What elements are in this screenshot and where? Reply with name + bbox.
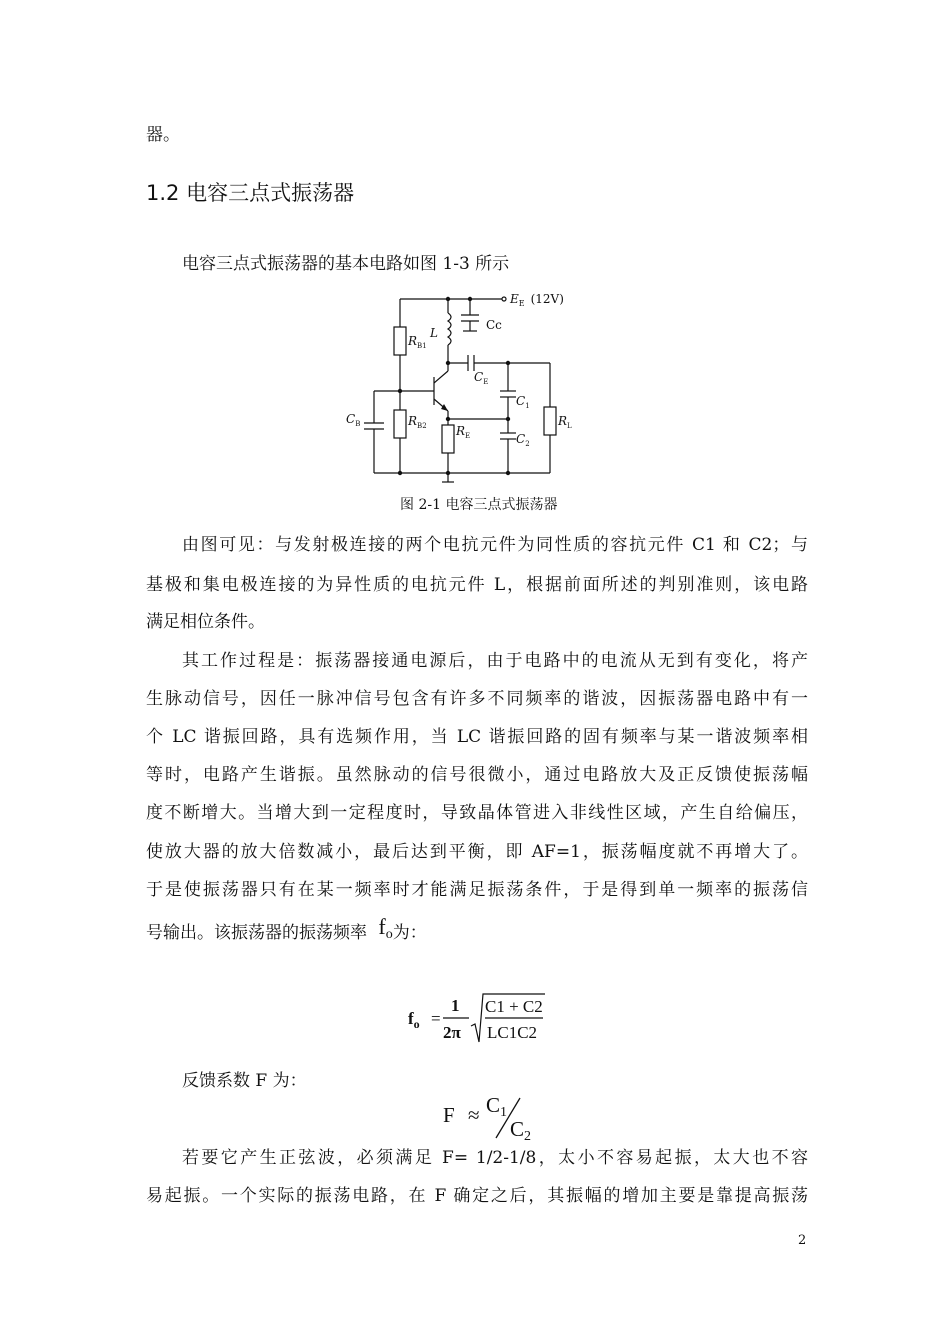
para2-line-3: 个 LC 谐振回路，具有选频作用，当 LC 谐振回路的固有频率与某一谐波频率相 [146,727,808,747]
svg-text:C1 + C2: C1 + C2 [485,997,543,1016]
svg-text:2π: 2π [443,1023,461,1042]
ce-label: $C_E$ [474,370,489,386]
para1-line-1: 由图可见：与发射极连接的两个电抗元件为同性质的容抗元件 C1 和 C2；与 [182,535,808,555]
top-fragment: 器。 [146,125,180,145]
page-number: 2 [798,1233,807,1248]
figure-caption: 图 2-1 电容三点式振荡器 [400,497,558,513]
svg-text:C1: C1 [486,1093,508,1120]
re-label: $R_E$ [456,424,471,440]
cb-label: $C_B$ [346,412,361,428]
intro-line: 电容三点式振荡器的基本电路如图 1-3 所示 [182,254,510,274]
svg-text:1: 1 [451,996,460,1015]
svg-text:C2: C2 [510,1117,532,1142]
circuit-diagram [330,285,600,490]
para2-line-8-end: 为： [392,923,427,943]
section-heading: 1.2 电容三点式振荡器 [146,181,355,205]
svg-text:fo: $f_o$ [408,1009,420,1031]
c2-label: $C_2$ [516,432,530,448]
svg-text:=: = [431,1009,441,1028]
frequency-equation [405,988,555,1048]
para2-line-1: 其工作过程是：振荡器接通电源后，由于电路中的电流从无到有变化，将产 [182,651,808,671]
rb1-label: $R_{B1}$ [408,334,427,350]
para2-line-7: 于是使振荡器只有在某一频率时才能满足振荡条件，于是得到单一频率的振荡信 [146,880,808,900]
para2-line-5: 度不断增大。当增大到一定程度时，导致晶体管进入非线性区域，产生自给偏压， [146,803,808,823]
para3-line-2: 易起振。一个实际的振荡电路，在 F 确定之后，其振幅的增加主要是靠提高振荡 [146,1186,808,1206]
supply-label: $E_E$ (12V) [510,292,564,308]
para2-line-8-text: 号输出。该振荡器的振荡频率 [146,923,367,943]
l-label: L [430,326,438,340]
rl-label: $R_L$ [558,414,572,430]
para2-line-8 [146,914,808,943]
svg-text:F: F [443,1103,455,1127]
para1-line-2: 基极和集电极连接的为异性质的电抗元件 L，根据前面所述的判别准则，该电路 [146,575,808,595]
para3-line-1: 若要它产生正弦波，必须满足 F= 1/2-1/8，太小不容易起振，太大也不容 [182,1148,808,1168]
para2-line-2: 生脉动信号，因任一脉冲信号包含有许多不同频率的谐波，因振荡器电路中有一 [146,689,808,709]
cc-label: Cc [486,318,502,332]
svg-text:≈: ≈ [468,1103,480,1127]
freq-symbol: f [378,914,386,939]
freq-symbol-sub: o [385,927,393,942]
feedback-line: 反馈系数 F 为： [182,1071,307,1091]
feedback-equation [440,1090,550,1142]
rb2-label: $R_{B2}$ [408,414,427,430]
svg-text:LC1C2: LC1C2 [487,1023,538,1042]
para1-line-3: 满足相位条件。 [146,612,265,632]
c1-label: $C_1$ [516,394,530,410]
para2-line-4: 等时，电路产生谐振。虽然脉动的信号很微小，通过电路放大及正反馈使振荡幅 [146,765,808,785]
para2-line-6: 使放大器的放大倍数减小，最后达到平衡，即 AF=1，振荡幅度就不再增大了。 [146,842,808,862]
